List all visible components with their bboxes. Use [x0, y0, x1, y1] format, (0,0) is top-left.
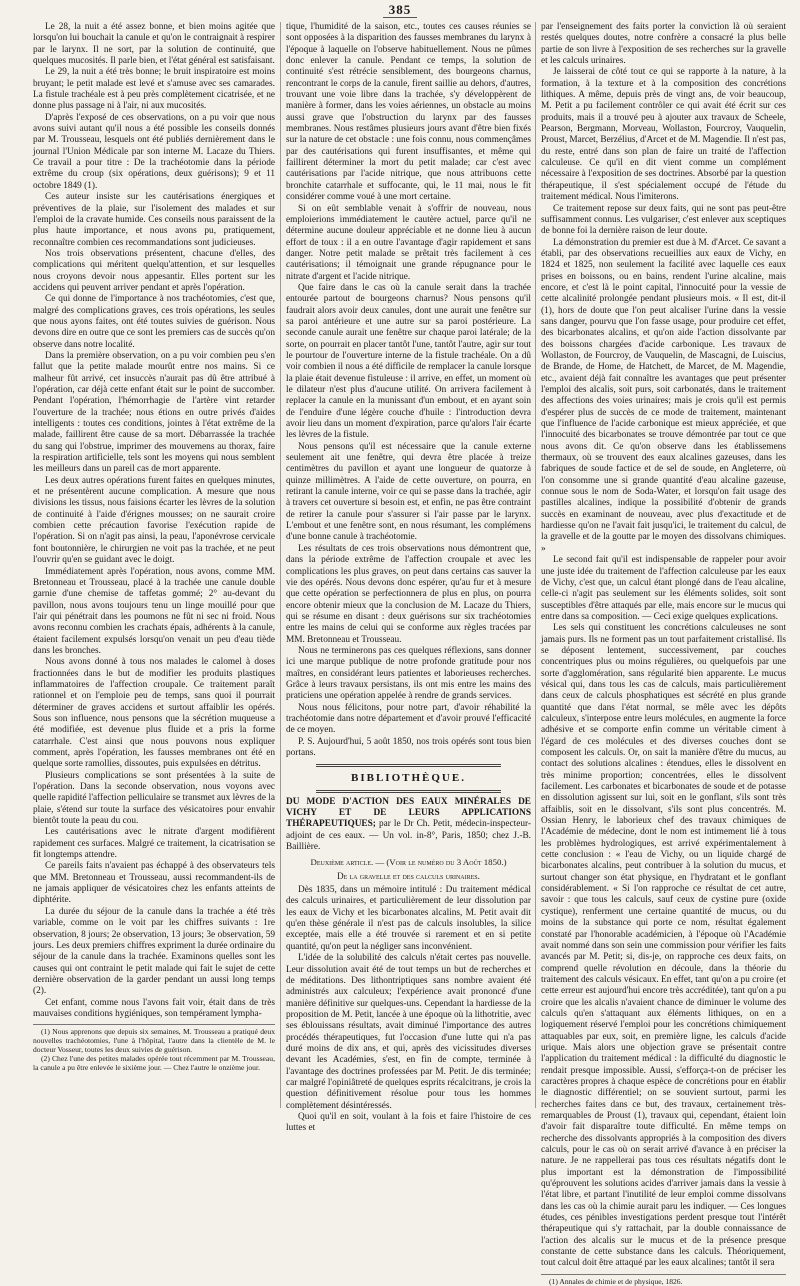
page-number: [0, 2, 800, 18]
paragraph: Nous ne terminerons pas ces quelques réflexions, sans donner ici une marque publique de notre profonde gratitude pour nos maîtres, en considérant leurs patientes et laborieuses recherches. Grâce à leurs travaux persistans, ils ont mis entre les mains des praticiens une opération appelée à rendre de grands services.: [286, 645, 531, 702]
page-number-text: 385: [383, 2, 418, 18]
paragraph: Les cautérisations avec le nitrate d'argent modifièrent rapidement ces surfaces. Malgré ce traitement, la cicatrisation se fit longtemps attendre.: [33, 827, 275, 861]
book-details: par le Dr Ch. Petit, médecin-inspecteur-adjoint de ces eaux. — Un vol. in-8°, Paris, 1850; chez J.-B. Baillière.: [286, 819, 531, 853]
paragraph: tique, l'humidité de la saison, etc., toutes ces causes réunies se sont opposées à la disparition des fausses membranes du larynx à l'époque à laquelle on l'observe habituellement. Nous ne pûmes donc enlever la canule. Pendant ce temps, la solution de continuité s'est rétrécie sensiblement, des bourgeons charnus, rencontrant le corps de la canule, firent saillie au dehors, d'autres, trouvant une voie libre dans la trachée, s'y développèrent de manière à former, dans les voies aériennes, un obstacle au moins aussi grave que l'obstruction du larynx par des fausses membranes. Nous restâmes plusieurs jours avant d'être bien fixés sur la nature de cet obstacle : une fois connu, nous commençâmes par des cautérisations qui furent insuffisantes, et même qui faillirent déterminer la mort du petit malade; car c'est avec cautérisations par l'acide nitrique, que nous attribuons cette bronchite catarrhale et suffocante, qui, le 11 mai, nous le fit considérer comme voué à une mort certaine.: [286, 22, 531, 203]
paragraph: Cet enfant, comme nous l'avons fait voir, était dans de très mauvaises conditions hygiéniques, son tempérament lympha-: [33, 997, 275, 1019]
sub-heading: De la gravelle et des calculs urinaires.: [337, 870, 480, 881]
paragraph: Que faire dans le cas où la canule serait dans la trachée entourée partout de bourgeons charnus? Nous pensons qu'il faudrait alors avoir deux canules, dont une aurait une fenêtre sur sa paroi antérieure et une autre sur sa paroi postérieure. La seconde canule aurait une fenêtre sur chaque paroi latérale; de la sorte, on pourrait en placer tantôt l'une, tantôt l'autre, agir sur tout le pourtour de l'ouverture interne de la fistule trachéale. On a dû voir combien il nous a été difficile de remplacer la canule lorsque la plaie était devenue fistuleuse : il arrive, en effet, un moment où le dilateur n'est plus d'aucune utilité. On arrivera facilement à replacer la canule en la munissant d'un embout, et en ayant soin de l'enduire d'une légère couche d'huile : l'introduction devra avoir lieu dans un moment d'expiration, parce qu'alors l'air écarte les lèvres de la fistule.: [286, 282, 531, 441]
paragraph: Nous avons donné à tous nos malades le calomel à doses fractionnées dans le but de modifier les produits plastiques inflammatoires de l'affection croupale. Ce traitement paraît rationnel et on l'emploie peu de temps, sans quoi il pourrait déterminer de graves accidens et surtout affaiblir les opérés. Sous son influence, nous pensons que la sécrétion muqueuse a été modifiée, est devenue plus fluide et a pris la forme catarrhale. C'est ainsi que nous pouvons nous expliquer comment, après l'opération, les fausses membranes ont été en quelque sorte ramollies, dissoutes, puis expulsées en détritus.: [33, 657, 275, 770]
footnote: (1) Nous apprenons que depuis six semaines, M. Trousseau a pratiqué deux nouvelles trachéotomies, l'une à l'hôpital, l'autre dans la clientèle de M. le docteur Vosseur, toutes les deux suivies de guérison.: [33, 1027, 275, 1055]
paragraph: Ces auteur insiste sur les cautérisations énergiques et préventives de la plaie, sur l'isolement des malades et sur l'emploi de la cravate humide. Ces conseils nous paraissent de la plus haute importance, et nous avons pu, pratiquement, reconnaître combien ces recommandations sont judicieuses.: [33, 192, 275, 248]
bibliography-entry: [286, 797, 531, 854]
column-rule-1: [280, 22, 281, 1108]
footnote: (1) Annales de chimie et de physique, 1826.: [549, 1276, 683, 1286]
paragraph: Dans la première observation, on a pu voir combien peu s'en fallut que la petite malade mourût entre nos mains. Si ce malheur fût arrivé, cet insuccès n'aurait pas dû être attribué à l'opération, car déjà cette enfant était sur le point de succomber. Pendant l'opération, l'hémorrhagie de l'artère vint retarder l'ouverture de la trachée; nous étions en outre privés d'aides intelligents : toutes ces conditions, jointes à l'état extrême de la malade, faillirent être cause de sa mort. Débarrassée la trachée du sang qui l'obstrue, imprimer des mouvemens au thorax, faire la respiration artificielle, tels sont les moyens qui nous semblent les meilleurs dans un pareil cas de mort apparente.: [33, 350, 275, 475]
paragraph: par l'enseignement des faits porter la conviction là où seraient restés quelques doutes, notre confrère a consacré la plus belle partie de son livre à l'exposition de ses recherches sur la gravelle et les calculs urinaires.: [541, 22, 786, 67]
paragraph: Quoi qu'il en soit, voulant à la fois et faire l'histoire de ces luttes et: [286, 1111, 531, 1134]
paragraph: Dès 1835, dans un mémoire intitulé : Du traitement médical des calculs urinaires, et particulièrement de leur dissolution par les eaux de Vichy et les bicarbonates alcalins, M. Petit avait dit qu'en thèse générale il n'est pas de calculs insolubles, la silice exceptée, mais elle a été trouvée si rarement et en si petite quantité, qu'on peut la négliger sans inconvénient.: [286, 885, 531, 952]
paragraph: Le 29, la nuit a été très bonne; le bruit inspiratoire est moins bruyant; le petit malade est levé et s'amuse avec ses camarades. La fistule trachéale est à peu près complètement cicatrisée, et ne donne plus passage ni à l'air, ni aux mucosités.: [33, 67, 275, 112]
paragraph: Le second fait qu'il est indispensable de rappeler pour avoir une juste idée du traitement de l'affection calculeuse par les eaux de Vichy, c'est que, un calcul étant plongé dans de l'eau alcaline, celle-ci n'agit pas seulement sur les éléments solides, soit sont susceptibles d'être attaqués par elle, mais encore sur le mucus qui entre dans sa composition. — Ceci exige quelques explications.: [541, 555, 786, 622]
paragraph: La durée du séjour de la canule dans la trachée a été très variable, comme on le voit par les chiffres suivants : 1re observation, 8 jours; 2e observation, 13 jours; 3e observation, 59 jours. Les deux premiers chiffres expriment la durée ordinaire du séjour de la canule dans la trachée. Examinons quelles sont les causes qui ont contraint le petit malade qui fait le sujet de cette dernière observation de la garder pendant un aussi long temps (2).: [33, 906, 275, 997]
paragraph: Ce traitement repose sur deux faits, qui ne sont pas peut-être suffisamment connus. Les vulgariser, c'est enlever aux sceptiques de bonne foi la dernière raison de leur doute.: [541, 203, 786, 237]
paragraph: Le 28, la nuit a été assez bonne, et bien moins agitée que lorsqu'on lui bouchait la canule et qu'on le contraignait à respirer par le larynx. Il ne sort, par la solution de continuité, que quelques mucosités. Il parle bien, et l'état général est satisfaisant.: [33, 22, 275, 67]
section-divider: [316, 790, 501, 793]
article-heading: [286, 857, 531, 868]
book-title: DU MODE D'ACTION DES EAUX MINÉRALES DE VICHY ET DE LEURS APPLICATIONS THÉRAPEUTIQUES;: [286, 796, 531, 830]
section-divider: [316, 764, 501, 767]
footnotes: [33, 1024, 275, 1072]
article-heading-text: Deuxième article. — (Voir le numéro du 3 Août 1850.): [310, 857, 507, 868]
paragraph: Immédiatement après l'opération, nous avons, comme MM. Bretonneau et Trousseau, placé à la trachée une canule double garnie d'une chemise de taffetas gommé; 2° au-devant du pavillon, nous avons toujours tenu un linge mouillé pour que l'air qui pénétrait dans les poumons ne fût ni sec ni froid. Nous avons reconnu combien les crachats épais, adhérents à la canule, étaient facilement expulsés lorsqu'on venait un peu d'eau tiède dans les bronches.: [33, 566, 275, 656]
footnotes: [541, 1274, 786, 1286]
paragraph: Si on eût semblable venait à s'offrir de nouveau, nous emploierions immédiatement le cautère actuel, parce qu'il ne détermine aucune douleur appréciable et ne donne lieu à aucun effort de toux : il a en outre l'avantage d'agir rapidement et sans danger. Notre petit malade se prêtait très facilement à ces cautérisations; il témoignait une grande répugnance pour le nitrate d'argent et l'acide nitrique.: [286, 203, 531, 282]
section-title: BIBLIOTHÈQUE.: [351, 772, 466, 785]
paragraph: Les deux autres opérations furent faites en quelques minutes, et ne présentèrent aucune complication. A mesure que nous divisions les tissus, nous faisions écarter les lèvres de la solution de continuité à l'aide d'érignes mousses; on ne saurait croire combien cette précaution favorise l'exécution rapide de l'opération. Si on n'agit pas ainsi, la peau, l'aponévrose cervicale font boutonnière, le chirurgien ne voit pas la trachée, et ne peut l'ouvrir qu'en se guidant avec le doigt.: [33, 475, 275, 566]
column-3: [541, 22, 787, 1286]
footnote: (2) Chez l'une des petites malades opérée tout récemment par M. Trousseau, la canule a pu être enlevée le sixième jour. — Chez l'autre le onzième jour.: [33, 1054, 275, 1073]
paragraph: Nous nous félicitons, pour notre part, d'avoir réhabilité la trachéotomie dans notre département et d'avoir prouvé l'efficacité de ce moyen.: [286, 702, 531, 736]
paragraph: L'idée de la solubilité des calculs n'était certes pas nouvelle. Leur dissolution avait été de tout temps un but de recherches et de méditations. Des lithontriptiques sans nombre avaient été administrés aux calculeux; l'expérience avait prononcé d'une manière définitive sur quelques-uns. Cependant la hardiesse de la proposition de M. Petit, lancée à une époque où la lithotritie, avec ses éblouissans résultats, avait diminué l'importance des autres procédés thérapeutiques, fut l'occasion d'une lutte qui n'a pas duré moins de dix ans, et qui, après des vicissitudes diverses devant les Académies, s'est, en fin de compte, terminée à l'avantage des doctrines professées par M. Petit. Je dis terminée; car malgré l'opiniâtreté de quelques esprits récalcitrans, je crois la question définitivement résolue pour tous les hommes complètement désintéressés.: [286, 953, 531, 1111]
paragraph: Je laisserai de côté tout ce qui se rapporte à la nature, à la formation, à la texture et à la composition des concrétions lithiques. A même, depuis près de vingt ans, de voir beaucoup, M. Petit a pu facilement contrôler ce qui avait été écrit sur ces produits, mais il a trouvé peu à ajouter aux travaux de Scheele, Pearson, Bergmann, Morveau, Wollaston, Fourcroy, Vauquelin, Proust, Marcet, Berzélius, d'Arcet et de M. Magendie. Il n'est pas, du reste, entré dans son plan de faire un traité de l'affection calculeuse. Ce qu'il en dit vient comme un complément nécessaire à l'exposition de ses doctrines. Absorbé par la question thérapeutique, il s'est spécialement occupé de l'étude du traitement médical. Nous l'imiterons.: [541, 67, 787, 203]
column-1: [33, 22, 275, 1114]
column-rule-2: [535, 22, 536, 1108]
paragraph: Nos trois observations présentent, chacune d'elles, des complications qui méritent quelqu'attention, et sur lesquelles nous croyons devoir nous appesantir. Elles portent sur les accidens qui peuvent arriver pendant et après l'opération.: [33, 248, 275, 293]
paragraph: Ce pareils faits n'avaient pas échappé à des observateurs tels que MM. Bretonneau et Trousseau, aussi recommandent-ils de ne jamais appliquer de vésicatoires chez les enfants atteints de diphtérite.: [33, 861, 275, 906]
postscript: P. S. Aujourd'hui, 5 août 1850, nos trois opérés sont tous bien portans.: [286, 736, 531, 758]
paragraph: Plusieurs complications se sont présentées à la suite de l'opération. Dans la seconde observation, nous voyons avec quelle rapidité l'affection pelliculaire se transmet aux lèvres de la plaie, s'étend sur toute la surface des vésicatoires pour envahir bientôt toute la peau du cou.: [33, 770, 275, 827]
paragraph: D'après l'exposé de ces observations, on a pu voir que nous avons suivi autant qu'il nous a été possible les conseils donnés par M. Trousseau, lesquels ont été publiés dernièrement dans le journal l'Union Médicale par son interne M. Lacaze du Thiers. Ce travail a pour titre : De la trachéotomie dans la période extrême du croup (six opérations, deux guérisons); 9 et 11 octobre 1849 (1).: [33, 112, 275, 191]
paragraph: La démonstration du premier est due à M. d'Arcet. Ce savant a établi, par des observations recueillies aux eaux de Vichy, en 1824 et 1825, non seulement la facilité avec laquelle ces eaux prises en boissons, ou en bains, rendent l'urine alcaline, mais encore, et c'est là le point capital, l'innocuité pour la vessie de cette alcalinité prolongée pendant plusieurs mois. « Il est, dit-il (1), hors de doute que l'on peut alcaliser l'urine dans la vessie sans danger, pourvu que l'on fasse usage, pour produire cet effet, des bicarbonates alcalins, et qu'on aide l'action dissolvante par des boissons chargées d'acide carbonique. Les travaux de Wollaston, de Fourcroy, de Vauquelin, de Mascagni, de Luiscius, de Brande, de Home, de Hatchett, de Marcet, de M. Magendie, etc., avaient déjà fait connaître les avantages que peut présenter l'emploi des alcalis, soit purs, soit carbonatés, dans le traitement des affections des voies urinaires; mais je crois qu'il est permis d'espérer plus de succès de ce mode de traitement, maintenant que l'influence de l'acide carbonique est mieux appréciée, et que l'innocuité des bicarbonates se trouve démontrée par tout ce que nous avons dit. Ce qu'on observe dans les établissemens thermaux, où se trouvent des eaux alcalines gazeuses, dans les fabriques de soude factice et de sel de soude, en Angleterre, où l'on consomme une si grande quantité d'eau alcaline gazeuse, connue sous le nom de Soda-Water, et lorsqu'on fait usage des pastilles alcalines, indique la possibilité d'obtenir de grands succès en examinant de nouveau, avec plus d'exactitude et de hardiesse qu'on ne l'avait fait jusqu'ici, le traitement du calcul, de la gravelle et de la goutte par le moyen des dissolvans chimiques. »: [541, 237, 786, 554]
paragraph: Les résultats de ces trois observations nous démontrent que, dans la période extrême de l'affection croupale et avec les complications les plus graves, on peut dans certains cas sauver la vie des opérés. Nous devons donc espérer, qu'au fur et à mesure que cette opération se perfectionnera de plus en plus, on pourra encore obtenir mieux que la conclusion de M. Lacaze du Thiers, qui se résume en disant : deux guérisons sur six trachéotomies entre les mains de celui qui se conforme aux règles tracées par MM. Bretonneau et Trousseau.: [286, 543, 531, 645]
paragraph: Les sels qui constituent les concrétions calculeuses ne sont jamais purs. Ils ne forment pas un tout parfaitement cristallisé. Ils se déposent lentement, successivement, par couches concentriques plus ou moins régulières, ou quelquefois par une sorte d'agglomération, sans régularité bien apparente. Le mucus vésical qui, dans tous les cas de calculs, mais particulièrement dans ceux de calculs phosphatiques est sécrété en plus grande quantité que dans l'état normal, se mêle avec les dépôts calculeux, s'interpose entre leurs molécules, en augmente la force adhésive et se comporte enfin comme un véritable ciment à l'égard de ces molécules et des diverses couches dont se composent les calculs. Or, on sait la manière d'être du mucus, au contact des solutions alcalines : étendues, elles le dissolvent en très minime proportion; concentrées, elles le dissolvent facilement. Les carbonates et bicarbonates de soude et de potasse en dissolution agissent sur lui, soit en le gonflant, s'ils sont très affaiblis, soit en le dissolvant, s'ils sont plus concentrés. M. Ossian Henry, le laborieux chef des travaux chimiques de l'Académie de médecine, dont le nom est intimement lié à tous les problèmes hydrologiques, est arrivé expérimentalement à cette conclusion : « l'eau de Vichy, ou un liquide chargé de bicarbonates alcalins, peut contribuer à la solution du mucus, et surtout changer son état physique, en l'hydratant et le gonflant considérablement. « Si l'on rapproche ce résultat de cet autre, savoir : que tous les calculs, sauf ceux de cystine pure (oxide cystique), renferment une certaine quantité de mucus, ou du moins de la substance qui porte ce nom, résultat également constaté par l'honorable académicien, à l'époque où l'Académie avait nommé dans son sein une commission pour vérifier les faits avancés par M. Petit; si, dis-je, on rapproche ces deux faits, on comprend quelle révolution en découle, dans la théorie du traitement des calculs vésicaux. En effet, tant qu'on a pu croire (et cette erreur est aujourd'hui encore très accréditée), tant qu'on a pu croire que les alcalis n'avaient chance de diminuer le volume des calculs qu'en s'attaquant aux éléments lithiques, on en a logiquement réservé l'emploi pour les concrétions chimiquement attaquables par eux, soit, en première ligne, les calculs d'acide urique. Mais alors une objection grave se présentait contre l'application du traitement médical : la difficulté du diagnostic le rendait presque impossible. Aussi, s'efforça-t-on de préciser les caractères propres à chaque espèce de concrétions pour en établir le diagnostic différentiel; on se souvient surtout, parmi les recherches faites dans ce but, des travaux, certainement très-remarquables de Proust (1), travaux qui, cependant, étaient loin d'avoir fait disparaître toute difficulté. En même temps on recherche des dissolvants appropriés à la composition des divers calculs, pour le cas où on serait arrivé d'avance à en préciser la nature. Je ne rappellerai pas tous ces résultats négatifs dont le plus important est la démonstration de l'impossibilité qu'éprouvent les solutions acides d'arriver jamais dans la vessie à l'état libre, et partant l'inutilité de leur emploi comme dissolvans dans les cas où la chimie aurait paru les indiquer. — Ces longues études, ces pénibles investigations perdent presque tout l'intérêt thérapeutique qui s'y rattachait, par la double connaissance de l'action des alcalis sur le mucus et de la présence presque constante de cette substance dans les calculs. Théoriquement, tout calcul doit être attaqué par les eaux alcalines; tantôt il sera: [541, 623, 786, 1269]
column-2: [286, 22, 531, 1134]
paragraph: Nous pensons qu'il est nécessaire que la canule externe seulement ait une fenêtre, qui devra être placée à treize centimètres du pavillon et ayant une longueur de quatorze à quinze millimètres. A l'aide de cette ouverture, on pourra, en retirant la canule interne, voir ce qui se passe dans la trachée, agir à travers cet ouverture si besoin est, et enfin, ne pas être contraint de retirer la canule pour s'assurer si l'air passe par le larynx. L'embout et une fenêtre sont, en nous résumant, les complémens d'une bonne canule à trachéotomie.: [286, 441, 531, 543]
paragraph: Ce qui donne de l'importance à nos trachéotomies, c'est que, malgré des complications graves, ces trois opérations, les seules que nous ayons faites, ont été toutes suivies de guérison. Nous devons dire en outre que ce sont les premiers cas de succès qu'on observe dans notre localité.: [33, 294, 275, 350]
